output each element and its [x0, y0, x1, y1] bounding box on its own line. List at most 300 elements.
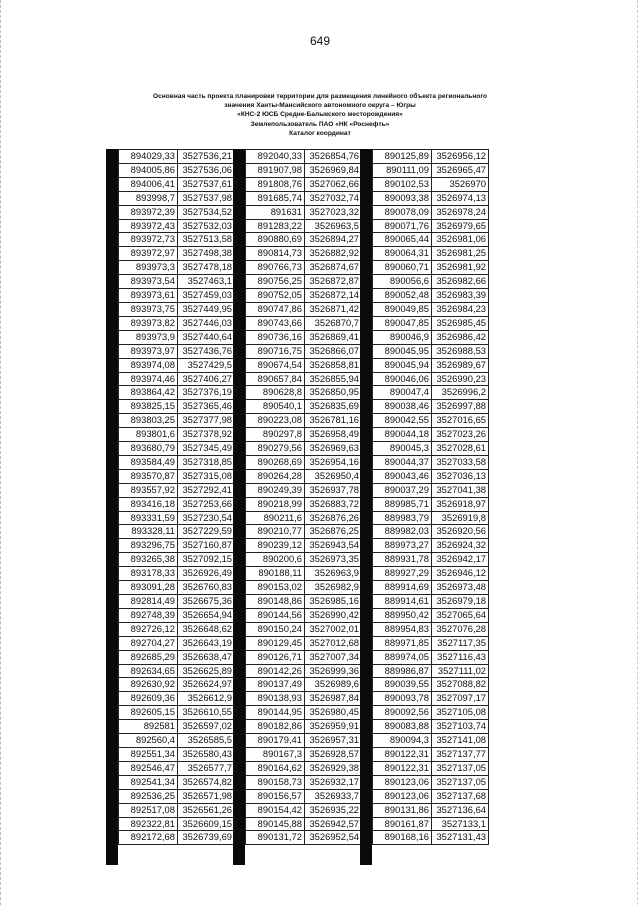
table-row: [246, 219, 362, 233]
table-row: [246, 275, 362, 289]
table-row: [373, 734, 489, 748]
coordinate-x-cell: 890747,86: [246, 302, 305, 316]
coordinate-x-cell: 893557,92: [119, 483, 178, 497]
table-row: [246, 678, 362, 692]
table-row: [119, 275, 235, 289]
table-row: [246, 163, 362, 177]
table-row: [246, 247, 362, 261]
coordinate-y-cell: 3526970: [432, 177, 489, 191]
coordinate-x-cell: 890129,45: [246, 636, 305, 650]
table-row: [119, 706, 235, 720]
coordinate-x-cell: 890123,06: [373, 775, 432, 789]
coordinate-y-cell: 3527536,21: [178, 150, 235, 164]
table-row: [373, 205, 489, 219]
coordinate-y-cell: 3526924,32: [432, 539, 489, 553]
table-row: [119, 163, 235, 177]
table-row: [119, 219, 235, 233]
table-row: [246, 177, 362, 191]
coordinate-x-cell: 890179,41: [246, 734, 305, 748]
coordinate-x-cell: 890056,6: [373, 275, 432, 289]
coordinate-x-cell: 890150,24: [246, 622, 305, 636]
coordinate-x-cell: 890039,55: [373, 678, 432, 692]
coordinate-x-cell: 892546,47: [119, 761, 178, 775]
coordinate-y-cell: 3526872,87: [305, 275, 362, 289]
coordinate-y-cell: 3526760,83: [178, 581, 235, 595]
table-row: [246, 330, 362, 344]
coordinate-y-cell: 3527002,01: [305, 622, 362, 636]
table-row: [119, 664, 235, 678]
coordinate-x-cell: 892517,08: [119, 803, 178, 817]
coordinate-y-cell: 3526876,25: [305, 525, 362, 539]
table-row: [246, 747, 362, 761]
coordinate-x-cell: 890047,4: [373, 386, 432, 400]
coordinate-y-cell: 3527537,98: [178, 191, 235, 205]
table-row: [373, 761, 489, 775]
coordinate-x-cell: 889954,83: [373, 622, 432, 636]
table-row: [119, 622, 235, 636]
coordinate-y-cell: 3526985,45: [432, 316, 489, 330]
coordinate-x-cell: 893998,7: [119, 191, 178, 205]
coordinate-y-cell: 3527292,41: [178, 483, 235, 497]
coordinate-x-cell: 891283,22: [246, 219, 305, 233]
coordinate-x-cell: 890102,53: [373, 177, 432, 191]
coordinate-x-cell: 890131,86: [373, 803, 432, 817]
table-row: [373, 664, 489, 678]
table-row: [373, 678, 489, 692]
header-line-3: «КНС-2 ЮСБ Средне-Балыкского месторождения»: [237, 111, 403, 119]
coordinate-y-cell: 3527023,32: [305, 205, 362, 219]
coordinate-y-cell: 3527032,74: [305, 191, 362, 205]
table-row: [119, 650, 235, 664]
coordinate-x-cell: 890046,06: [373, 372, 432, 386]
coordinate-x-cell: 890657,84: [246, 372, 305, 386]
coordinate-x-cell: 890756,25: [246, 275, 305, 289]
coordinate-x-cell: 893801,6: [119, 428, 178, 442]
table-row: [373, 817, 489, 831]
coordinate-y-cell: 3526989,6: [305, 678, 362, 692]
coordinate-x-cell: 890043,46: [373, 469, 432, 483]
table-row: [373, 219, 489, 233]
table-row: [246, 664, 362, 678]
coordinate-y-cell: 3526983,39: [432, 289, 489, 303]
table-row: [119, 442, 235, 456]
coordinate-x-cell: 891685,74: [246, 191, 305, 205]
coordinate-x-cell: 891631: [246, 205, 305, 219]
coordinate-x-cell: 890210,77: [246, 525, 305, 539]
coordinate-x-cell: 890071,76: [373, 219, 432, 233]
coordinate-x-cell: 893973,97: [119, 344, 178, 358]
coordinate-x-cell: 890046,9: [373, 330, 432, 344]
coordinate-y-cell: 3526969,84: [305, 163, 362, 177]
coordinate-x-cell: 893974,46: [119, 372, 178, 386]
coordinate-y-cell: 3526929,38: [305, 761, 362, 775]
table-row: [373, 316, 489, 330]
table-row: [373, 455, 489, 469]
table-row: [119, 302, 235, 316]
table-row: [119, 678, 235, 692]
coordinate-x-cell: 893091,28: [119, 581, 178, 595]
coordinate-x-cell: 893974,08: [119, 358, 178, 372]
coordinate-y-cell: 3527137,05: [432, 761, 489, 775]
coordinate-y-cell: 3526933,7: [305, 789, 362, 803]
coordinate-x-cell: 890037,29: [373, 483, 432, 497]
table-row: [246, 650, 362, 664]
table-row: [246, 261, 362, 275]
coordinate-x-cell: 893825,15: [119, 400, 178, 414]
coordinate-x-cell: 892609,36: [119, 692, 178, 706]
coordinate-x-cell: 890065,44: [373, 233, 432, 247]
coordinate-y-cell: 3526952,54: [305, 831, 362, 845]
coordinate-y-cell: 3527536,06: [178, 163, 235, 177]
header-line-1: Основная часть проекта планировки территории для размещения линейного объекта регионального: [152, 93, 488, 100]
table-row: [373, 372, 489, 386]
coordinate-y-cell: 3526935,22: [305, 803, 362, 817]
coordinate-y-cell: 3526866,07: [305, 344, 362, 358]
table-row: [119, 581, 235, 595]
coordinate-x-cell: 890044,18: [373, 428, 432, 442]
coordinate-x-cell: 890093,78: [373, 692, 432, 706]
coordinate-x-cell: 890814,73: [246, 247, 305, 261]
table-row: [119, 372, 235, 386]
table-row: [246, 734, 362, 748]
table-row: [246, 400, 362, 414]
table-row: [119, 455, 235, 469]
table-row: [373, 720, 489, 734]
table-row: [246, 414, 362, 428]
table-row: [119, 789, 235, 803]
coordinate-y-cell: 3526926,49: [178, 567, 235, 581]
table-row: [246, 302, 362, 316]
coordinate-x-cell: 892634,65: [119, 664, 178, 678]
coordinate-y-cell: 3526850,95: [305, 386, 362, 400]
coordinate-y-cell: 3527133,1: [432, 817, 489, 831]
coordinate-x-cell: 892605,15: [119, 706, 178, 720]
coordinate-y-cell: 3526920,56: [432, 525, 489, 539]
coordinate-y-cell: 3526858,81: [305, 358, 362, 372]
coordinate-y-cell: 3526988,53: [432, 344, 489, 358]
coordinate-x-cell: 890137,49: [246, 678, 305, 692]
coordinate-y-cell: 3527429,5: [178, 358, 235, 372]
coordinate-x-cell: 892551,34: [119, 747, 178, 761]
coordinate-x-cell: 890060,71: [373, 261, 432, 275]
coordinate-x-cell: 893803,25: [119, 414, 178, 428]
coordinate-x-cell: 890264,28: [246, 469, 305, 483]
coordinate-y-cell: 3526835,69: [305, 400, 362, 414]
coordinate-x-cell: 890144,56: [246, 608, 305, 622]
coordinate-x-cell: 894005,86: [119, 163, 178, 177]
coordinate-x-cell: 889985,71: [373, 497, 432, 511]
coordinate-y-cell: 3526739,69: [178, 831, 235, 845]
table-row: [246, 706, 362, 720]
header-line-4: Землепользователь ПАО «НК «Роснефть»: [250, 120, 390, 128]
coordinate-y-cell: 3527377,98: [178, 414, 235, 428]
table-row: [119, 553, 235, 567]
table-row: [119, 539, 235, 553]
table-row: [119, 205, 235, 219]
table-row: [119, 191, 235, 205]
coordinate-x-cell: 892748,39: [119, 608, 178, 622]
coordinate-y-cell: 3526574,82: [178, 775, 235, 789]
coordinate-x-cell: 893972,97: [119, 247, 178, 261]
scan-right-edge: [635, 0, 638, 905]
coordinate-x-cell: 890122,31: [373, 761, 432, 775]
coordinate-y-cell: 3526561,26: [178, 803, 235, 817]
table-row: [119, 150, 235, 164]
coordinate-y-cell: 3527478,18: [178, 261, 235, 275]
coordinate-y-cell: 3526963,5: [305, 219, 362, 233]
coordinate-y-cell: 3527534,52: [178, 205, 235, 219]
table-row: [246, 581, 362, 595]
coordinate-y-cell: 3527092,15: [178, 553, 235, 567]
coordinate-y-cell: 3526585,5: [178, 734, 235, 748]
coordinate-x-cell: 890044,37: [373, 455, 432, 469]
coordinate-x-cell: 894029,33: [119, 150, 178, 164]
coordinate-y-cell: 3527136,64: [432, 803, 489, 817]
table-row: [373, 539, 489, 553]
table-row: [246, 553, 362, 567]
coordinate-x-cell: 890045,94: [373, 358, 432, 372]
coordinate-x-cell: 889927,29: [373, 567, 432, 581]
coordinate-y-cell: 3527137,77: [432, 747, 489, 761]
table-row: [373, 386, 489, 400]
table-row: [246, 803, 362, 817]
table-row: [246, 344, 362, 358]
table-row: [246, 372, 362, 386]
coordinate-y-cell: 3527345,49: [178, 442, 235, 456]
table-row: [246, 595, 362, 609]
coordinate-y-cell: 3526883,72: [305, 497, 362, 511]
coordinate-y-cell: 3527028,61: [432, 442, 489, 456]
coordinate-x-cell: 889971,85: [373, 636, 432, 650]
coordinate-x-cell: 890064,31: [373, 247, 432, 261]
table-row: [246, 720, 362, 734]
coordinate-y-cell: 3526894,27: [305, 233, 362, 247]
table-row: [373, 469, 489, 483]
coordinate-y-cell: 3527131,43: [432, 831, 489, 845]
table-row: [373, 233, 489, 247]
coordinate-x-cell: 890094,3: [373, 734, 432, 748]
table-row: [246, 205, 362, 219]
coordinate-y-cell: 3527449,95: [178, 302, 235, 316]
table-row: [246, 831, 362, 845]
table-row: [119, 761, 235, 775]
table-row: [373, 650, 489, 664]
table-row: [246, 358, 362, 372]
table-row: [119, 747, 235, 761]
coordinate-x-cell: 893584,49: [119, 455, 178, 469]
coordinate-x-cell: 890164,62: [246, 761, 305, 775]
table-row: [119, 511, 235, 525]
coordinate-x-cell: 889983,79: [373, 511, 432, 525]
table-row: [119, 525, 235, 539]
table-row: [373, 789, 489, 803]
coordinate-x-cell: 891907,98: [246, 163, 305, 177]
table-row: [373, 275, 489, 289]
coordinate-y-cell: 3527097,17: [432, 692, 489, 706]
coordinate-y-cell: 3527537,61: [178, 177, 235, 191]
coordinate-y-cell: 3526609,15: [178, 817, 235, 831]
table-row: [373, 567, 489, 581]
coordinate-y-cell: 3526928,57: [305, 747, 362, 761]
coordinate-y-cell: 3526969,63: [305, 442, 362, 456]
table-row: [373, 595, 489, 609]
header-line-2: значения Ханты-Мансийского автономного округа – Югры: [224, 102, 416, 110]
table-row: [119, 386, 235, 400]
table-row: [246, 316, 362, 330]
table-row: [373, 692, 489, 706]
coordinate-y-cell: 3526954,16: [305, 455, 362, 469]
coordinate-y-cell: 3526959,91: [305, 720, 362, 734]
table-row: [246, 567, 362, 581]
coordinate-y-cell: 3526870,7: [305, 316, 362, 330]
coordinate-x-cell: 890052,48: [373, 289, 432, 303]
coordinate-y-cell: 3527141,08: [432, 734, 489, 748]
coordinate-y-cell: 3526987,84: [305, 692, 362, 706]
coordinate-table-2: [245, 149, 362, 845]
column-separator: [360, 149, 372, 865]
coordinate-y-cell: 3526869,41: [305, 330, 362, 344]
coordinate-y-cell: 3526874,67: [305, 261, 362, 275]
table-row: [119, 595, 235, 609]
coordinate-y-cell: 3526984,23: [432, 302, 489, 316]
coordinate-y-cell: 3526855,94: [305, 372, 362, 386]
coordinate-x-cell: 890188,11: [246, 567, 305, 581]
coordinate-y-cell: 3526985,16: [305, 595, 362, 609]
table-row: [373, 497, 489, 511]
table-row: [373, 150, 489, 164]
coordinate-x-cell: 890125,89: [373, 150, 432, 164]
coordinate-y-cell: 3526918,97: [432, 497, 489, 511]
table-row: [373, 831, 489, 845]
coordinate-x-cell: 893973,3: [119, 261, 178, 275]
table-row: [246, 191, 362, 205]
coordinate-x-cell: 890716,75: [246, 344, 305, 358]
coordinate-y-cell: 3527160,87: [178, 539, 235, 553]
coordinate-x-cell: 892560,4: [119, 734, 178, 748]
coordinate-x-cell: 892630,92: [119, 678, 178, 692]
table-row: [246, 428, 362, 442]
coordinate-x-cell: 890111,09: [373, 163, 432, 177]
coordinate-x-cell: 890123,06: [373, 789, 432, 803]
coordinate-x-cell: 889986,87: [373, 664, 432, 678]
coordinate-y-cell: 3527318,85: [178, 455, 235, 469]
coordinate-y-cell: 3526990,23: [432, 372, 489, 386]
table-row: [246, 289, 362, 303]
table-row: [373, 483, 489, 497]
table-row: [119, 247, 235, 261]
table-row: [246, 386, 362, 400]
coordinate-y-cell: 3526989,67: [432, 358, 489, 372]
coordinate-y-cell: 3526979,65: [432, 219, 489, 233]
coordinate-x-cell: 890038,46: [373, 400, 432, 414]
coordinate-y-cell: 3526982,9: [305, 581, 362, 595]
coordinate-y-cell: 3526610,55: [178, 706, 235, 720]
coordinate-y-cell: 3526982,66: [432, 275, 489, 289]
coordinate-y-cell: 3526654,94: [178, 608, 235, 622]
page-number: 649: [309, 34, 331, 48]
coordinate-y-cell: 3527230,54: [178, 511, 235, 525]
coordinate-y-cell: 3527137,68: [432, 789, 489, 803]
table-row: [119, 636, 235, 650]
table-row: [373, 400, 489, 414]
coordinate-x-cell: 893331,59: [119, 511, 178, 525]
table-row: [119, 720, 235, 734]
coordinate-x-cell: 890142,26: [246, 664, 305, 678]
coordinate-x-cell: 889914,69: [373, 581, 432, 595]
coordinate-y-cell: 3526946,12: [432, 567, 489, 581]
table-row: [246, 817, 362, 831]
coordinate-y-cell: 3527229,59: [178, 525, 235, 539]
coordinate-x-cell: 890161,87: [373, 817, 432, 831]
coordinate-x-cell: 892040,33: [246, 150, 305, 164]
coordinate-y-cell: 3527436,76: [178, 344, 235, 358]
coordinate-x-cell: 893416,18: [119, 497, 178, 511]
table-row: [246, 692, 362, 706]
coordinate-x-cell: 893296,75: [119, 539, 178, 553]
coordinate-y-cell: 3527041,38: [432, 483, 489, 497]
table-row: [119, 803, 235, 817]
column-separator: [233, 149, 245, 865]
coordinate-y-cell: 3526580,43: [178, 747, 235, 761]
coordinate-y-cell: 3527315,08: [178, 469, 235, 483]
coordinate-x-cell: 893972,43: [119, 219, 178, 233]
coordinate-y-cell: 3526986,42: [432, 330, 489, 344]
table-row: [246, 483, 362, 497]
coordinate-y-cell: 3526974,13: [432, 191, 489, 205]
table-row: [119, 316, 235, 330]
coordinate-x-cell: 890674,54: [246, 358, 305, 372]
coordinate-y-cell: 3526958,49: [305, 428, 362, 442]
coordinate-x-cell: 890138,93: [246, 692, 305, 706]
coordinate-x-cell: 890239,12: [246, 539, 305, 553]
coordinate-y-cell: 3526919,8: [432, 511, 489, 525]
coordinate-y-cell: 3527007,34: [305, 650, 362, 664]
table-row: [119, 177, 235, 191]
coordinate-y-cell: 3527446,03: [178, 316, 235, 330]
coordinate-x-cell: 893973,61: [119, 289, 178, 303]
coordinate-x-cell: 890153,02: [246, 581, 305, 595]
coordinate-x-cell: 890092,56: [373, 706, 432, 720]
table-row: [373, 289, 489, 303]
coordinate-x-cell: 892541,34: [119, 775, 178, 789]
table-row: [373, 191, 489, 205]
coordinate-y-cell: 3526675,36: [178, 595, 235, 609]
coordinate-y-cell: 3526597,02: [178, 720, 235, 734]
coordinate-x-cell: 890167,3: [246, 747, 305, 761]
coordinate-x-cell: 890156,57: [246, 789, 305, 803]
table-row: [373, 302, 489, 316]
table-row: [373, 581, 489, 595]
coordinate-y-cell: 3527440,64: [178, 330, 235, 344]
table-row: [373, 344, 489, 358]
coordinate-table-3: [372, 149, 489, 845]
coordinate-x-cell: 890145,88: [246, 817, 305, 831]
coordinate-y-cell: 3527378,92: [178, 428, 235, 442]
coordinate-y-cell: 3527406,27: [178, 372, 235, 386]
coordinate-y-cell: 3526997,88: [432, 400, 489, 414]
coordinate-y-cell: 3526981,25: [432, 247, 489, 261]
coordinate-x-cell: 890047,85: [373, 316, 432, 330]
coordinate-y-cell: 3527065,64: [432, 608, 489, 622]
table-row: [373, 622, 489, 636]
coordinate-y-cell: 3527023,26: [432, 428, 489, 442]
table-row: [246, 442, 362, 456]
coordinate-y-cell: 3526990,42: [305, 608, 362, 622]
coordinate-y-cell: 3527062,66: [305, 177, 362, 191]
coordinate-y-cell: 3526624,97: [178, 678, 235, 692]
coordinate-x-cell: 889931,78: [373, 553, 432, 567]
table-row: [119, 692, 235, 706]
